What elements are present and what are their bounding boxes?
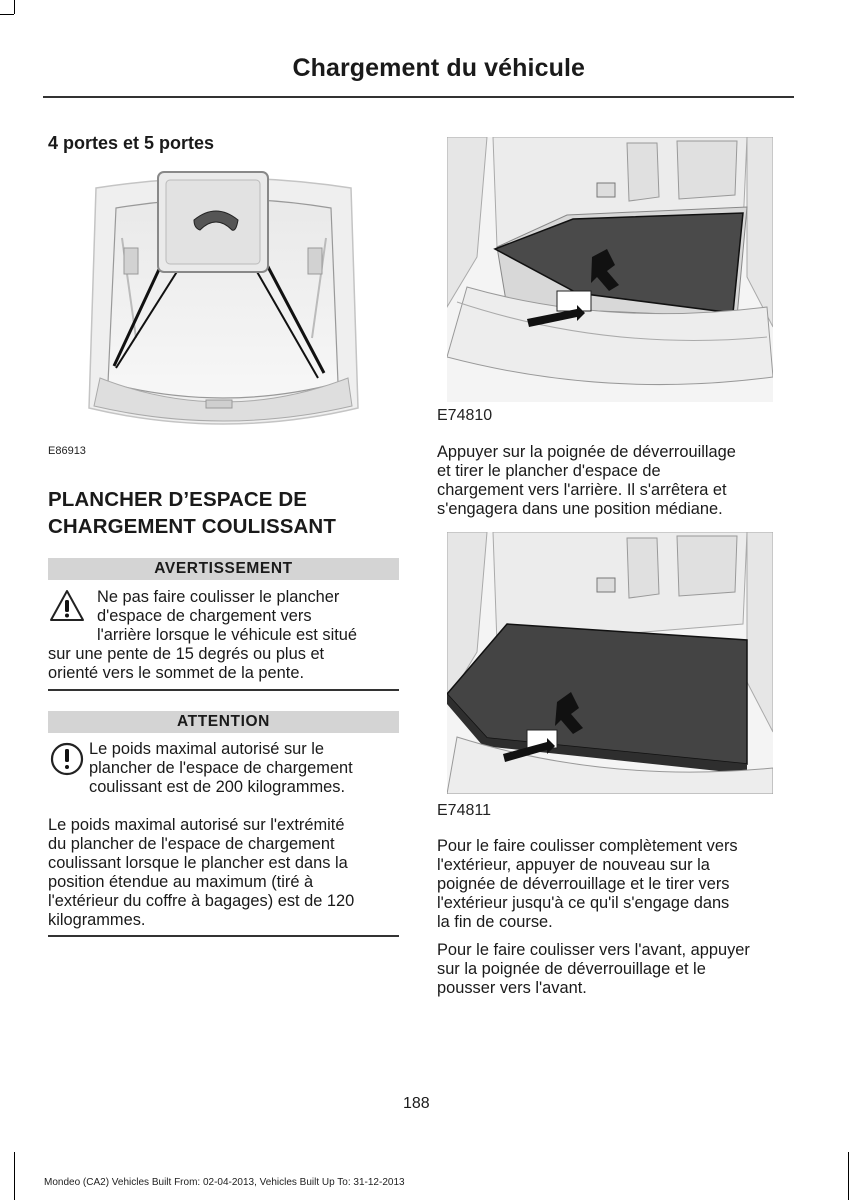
paragraph-line: sur la poignée de déverrouillage et le — [437, 960, 706, 978]
crop-mark — [14, 1152, 15, 1200]
warning-triangle-icon — [49, 589, 85, 622]
crop-mark — [848, 1152, 849, 1200]
paragraph-line: chargement vers l'arrière. Il s'arrêtera et — [437, 481, 727, 499]
page-number: 188 — [403, 1095, 430, 1112]
divider — [48, 689, 399, 691]
warning-text-line: sur une pente de 15 degrés ou plus et — [48, 645, 325, 663]
figure-code: E74810 — [437, 407, 493, 424]
paragraph-line: kilogrammes. — [48, 911, 146, 929]
caution-exclamation-icon — [50, 742, 84, 776]
paragraph-line: Appuyer sur la poignée de déverrouillage — [437, 443, 736, 461]
divider — [48, 935, 399, 937]
paragraph-line: s'engagera dans une position médiane. — [437, 500, 723, 518]
section-title-line: CHARGEMENT COULISSANT — [48, 515, 336, 538]
section-title-line: PLANCHER D’ESPACE DE — [48, 488, 308, 511]
paragraph-line: et tirer le plancher d'espace de — [437, 462, 661, 480]
paragraph-line: position étendue au maximum (tiré à — [48, 873, 314, 891]
warning-text-line: orienté vers le sommet de la pente. — [48, 664, 305, 682]
paragraph-line: pousser vers l'avant. — [437, 979, 587, 997]
warning-text-line: Ne pas faire coulisser le plancher — [97, 588, 340, 606]
figure-code: E74811 — [437, 802, 491, 819]
warning-label: AVERTISSEMENT — [48, 558, 399, 580]
crop-mark — [0, 14, 14, 15]
paragraph-line: l'extérieur, appuyer de nouveau sur la — [437, 856, 710, 874]
warning-text-line: d'espace de chargement vers — [97, 607, 312, 625]
subheading: 4 portes et 5 portes — [48, 133, 215, 153]
footer-text: Mondeo (CA2) Vehicles Built From: 02-04-2013, Vehicles Built Up To: 31-12-2013 — [44, 1177, 405, 1188]
paragraph-line: l'extérieur du coffre à bagages) est de 120 — [48, 892, 355, 910]
crop-mark — [14, 0, 15, 14]
paragraph-line: la fin de course. — [437, 913, 553, 931]
caution-text-line: coulissant est de 200 kilogrammes. — [89, 778, 345, 796]
cargo-floor-partial-illustration — [447, 137, 773, 402]
header-divider — [43, 96, 794, 98]
paragraph-line: Pour le faire coulisser complètement vers — [437, 837, 738, 855]
caution-label: ATTENTION — [48, 711, 399, 733]
trunk-handle-illustration — [86, 168, 361, 440]
page-title: Chargement du véhicule — [292, 54, 585, 82]
paragraph-line: du plancher de l'espace de chargement — [48, 835, 335, 853]
paragraph-line: poignée de déverrouillage et le tirer vers — [437, 875, 730, 893]
caution-text-line: plancher de l'espace de chargement — [89, 759, 353, 777]
figure-code: E86913 — [48, 445, 86, 457]
paragraph-line: l'extérieur jusqu'à ce qu'il s'engage dans — [437, 894, 730, 912]
caution-text-line: Le poids maximal autorisé sur le — [89, 740, 325, 758]
paragraph-line: Pour le faire coulisser vers l'avant, appuyer — [437, 941, 750, 959]
cargo-floor-extended-illustration — [447, 532, 773, 794]
paragraph-line: Le poids maximal autorisé sur l'extrémité — [48, 816, 345, 834]
paragraph-line: coulissant lorsque le plancher est dans la — [48, 854, 348, 872]
warning-text-line: l'arrière lorsque le véhicule est situé — [97, 626, 358, 644]
